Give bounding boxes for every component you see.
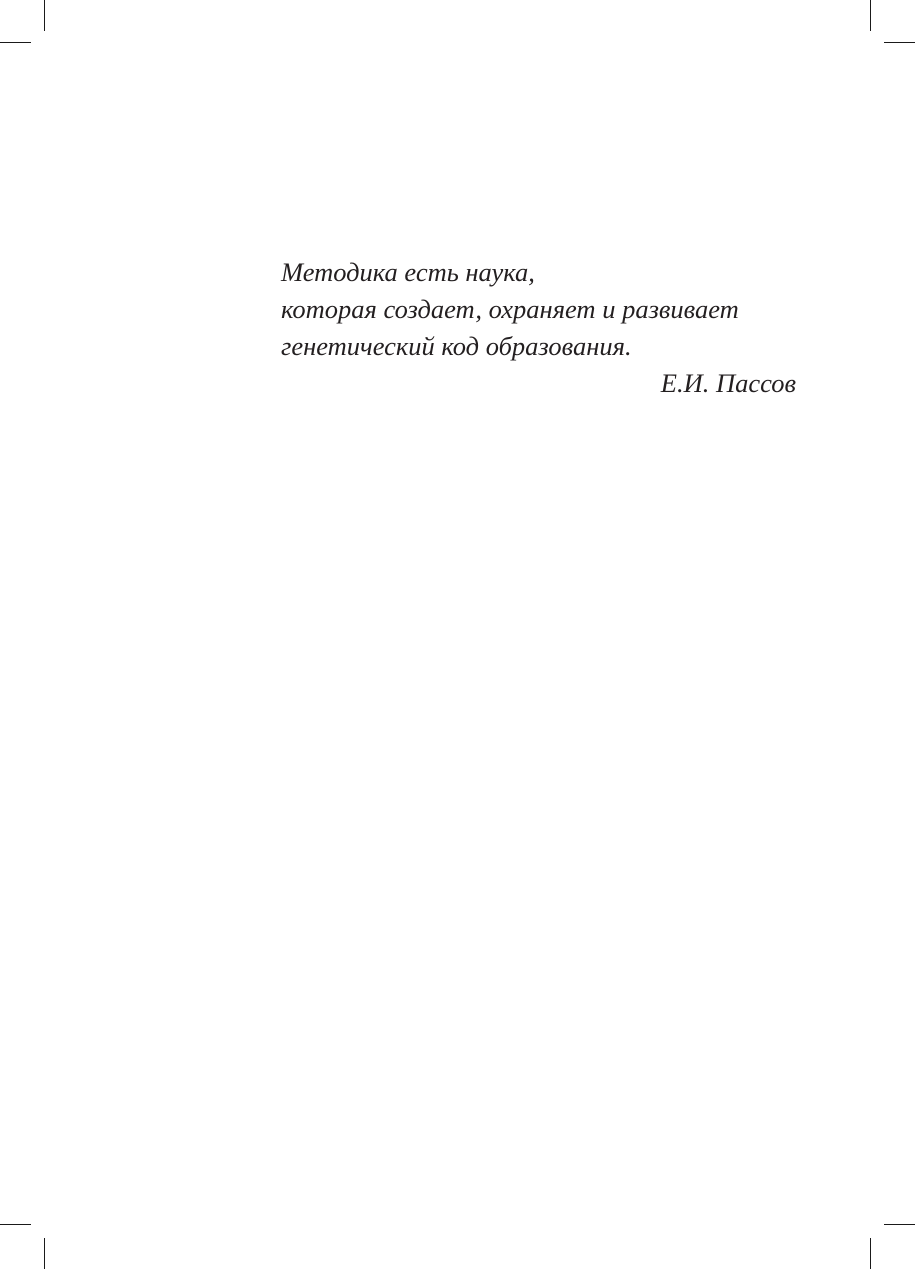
crop-mark-bottom-right-vertical [870, 1238, 871, 1269]
crop-mark-top-left-horizontal [0, 42, 31, 43]
crop-mark-bottom-left-vertical [44, 1238, 45, 1269]
epigraph-line: генетический код образования. [281, 331, 632, 361]
epigraph-line: Методика есть наука, [281, 257, 535, 287]
epigraph [281, 254, 796, 402]
crop-mark-bottom-right-horizontal [884, 1224, 915, 1225]
epigraph-author: Е.И. Пассов [660, 368, 796, 398]
epigraph-line: которая создает, охраняет и развивает [281, 294, 739, 324]
crop-mark-bottom-left-horizontal [0, 1224, 31, 1225]
crop-mark-top-right-vertical [870, 0, 871, 31]
crop-mark-top-left-vertical [44, 0, 45, 31]
crop-mark-top-right-horizontal [884, 42, 915, 43]
